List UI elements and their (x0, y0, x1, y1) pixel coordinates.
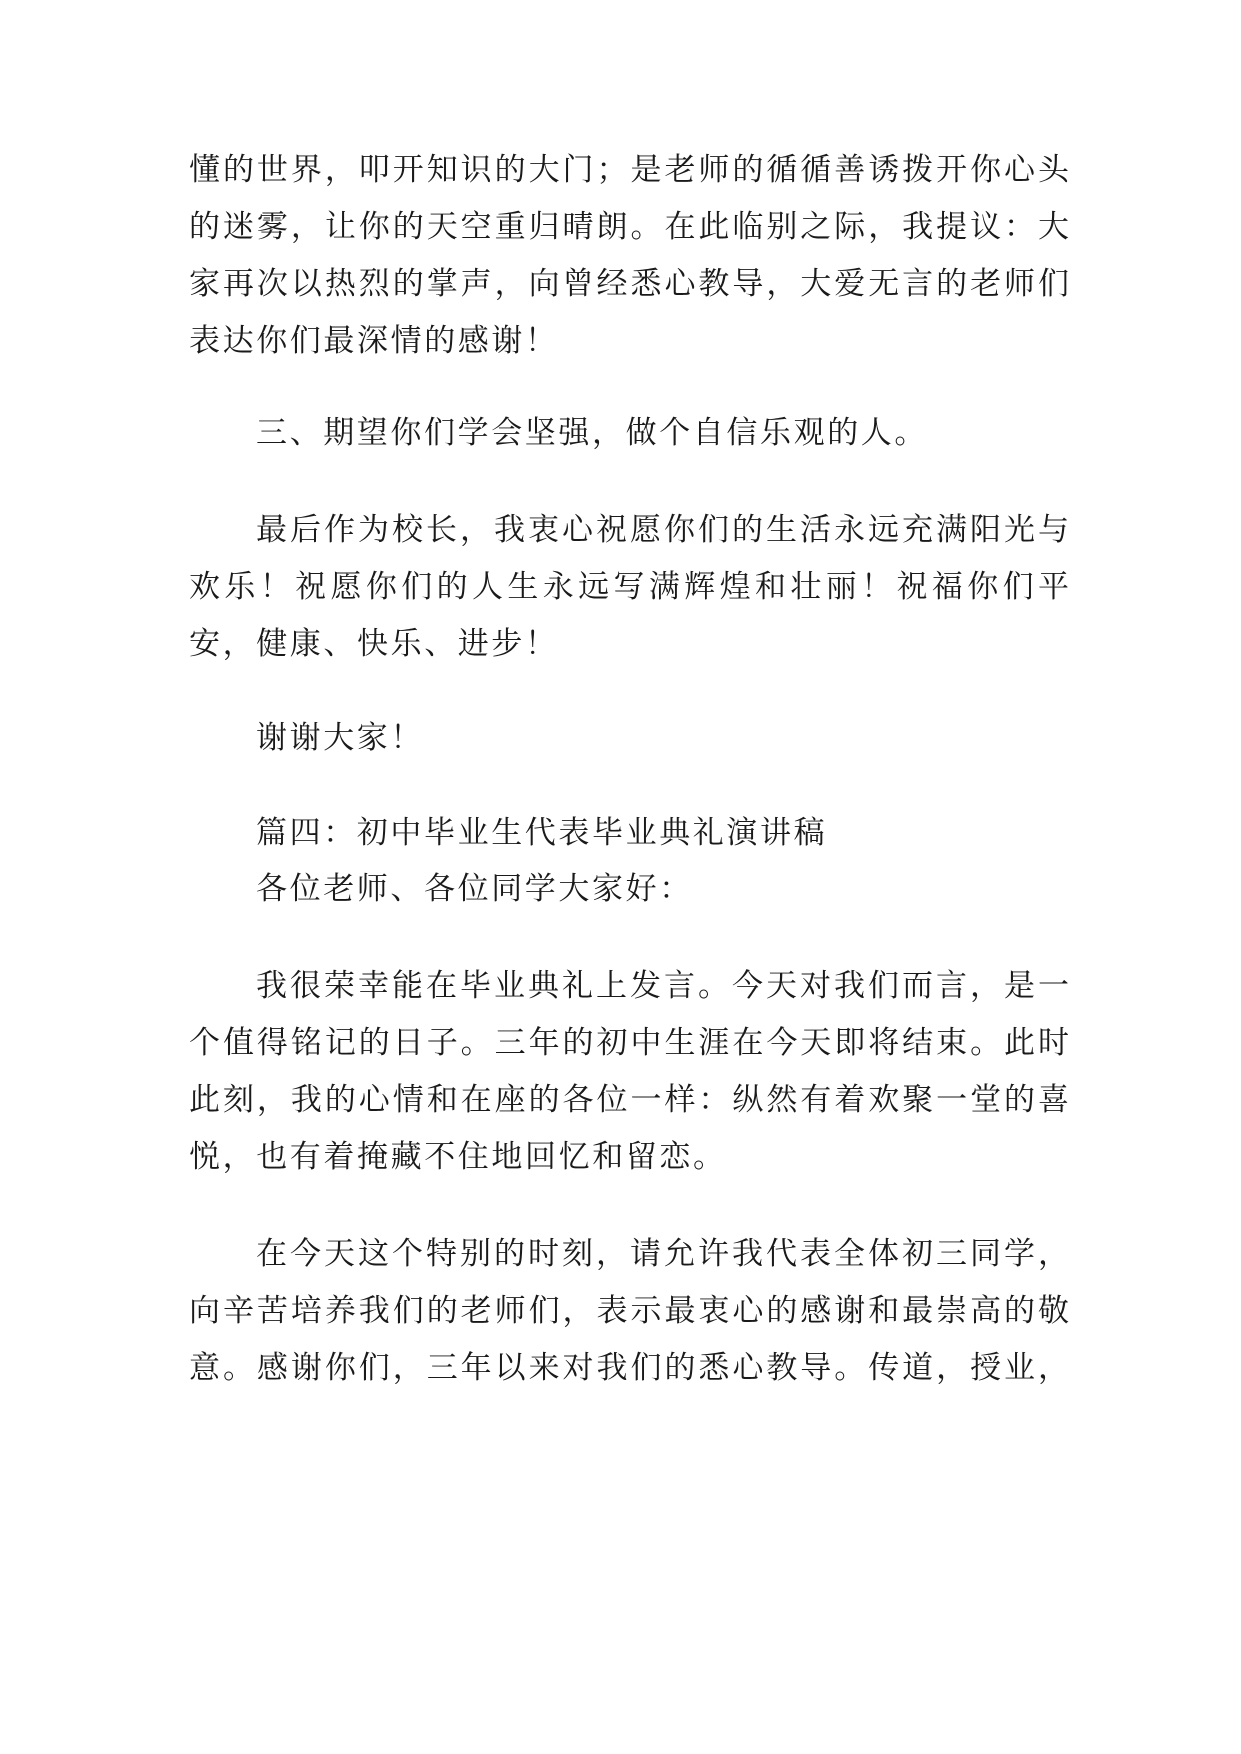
paragraph-line: 意。感谢你们，三年以来对我们的悉心教导。传道，授业， (189, 1350, 1069, 1386)
paragraph-line: 个值得铭记的日子。三年的初中生涯在今天即将结束。此时 (189, 1025, 1069, 1061)
paragraph-line: 在今天这个特别的时刻，请允许我代表全体初三同学， (256, 1236, 1069, 1272)
paragraph-line: 我很荣幸能在毕业典礼上发言。今天对我们而言，是一 (256, 968, 1069, 1004)
paragraph-line: 家再次以热烈的掌声，向曾经悉心教导，大爱无言的老师们 (189, 266, 1069, 302)
paragraph-line: 谢谢大家！ (256, 720, 424, 756)
paragraph-line: 表达你们最深情的感谢！ (189, 323, 559, 359)
paragraph-line: 此刻，我的心情和在座的各位一样：纵然有着欢聚一堂的喜 (189, 1082, 1069, 1118)
article-title: 篇四：初中毕业生代表毕业典礼演讲稿 (256, 815, 828, 851)
section-heading: 三、期望你们学会坚强，做个自信乐观的人。 (256, 415, 928, 451)
paragraph-line: 的迷雾，让你的天空重归晴朗。在此临别之际，我提议：大 (189, 209, 1069, 245)
paragraph-line: 安，健康、快乐、进步！ (189, 626, 559, 662)
paragraph-line: 懂的世界，叩开知识的大门；是老师的循循善诱拨开你心头 (189, 152, 1069, 188)
paragraph-line: 最后作为校长，我衷心祝愿你们的生活永远充满阳光与 (256, 512, 1069, 548)
salutation: 各位老师、各位同学大家好： (256, 871, 693, 907)
paragraph-line: 悦，也有着掩藏不住地回忆和留恋。 (189, 1139, 727, 1175)
paragraph-line: 向辛苦培养我们的老师们，表示最衷心的感谢和最崇高的敬 (189, 1293, 1069, 1329)
paragraph-line: 欢乐！祝愿你们的人生永远写满辉煌和壮丽！祝福你们平 (189, 569, 1069, 605)
